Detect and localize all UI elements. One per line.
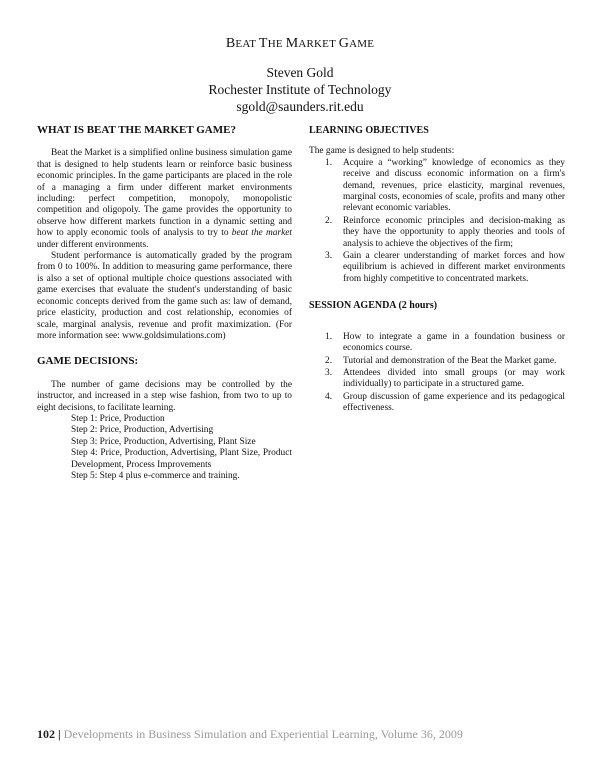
agenda-list bbox=[309, 332, 565, 415]
author-email: sgold@saunders.rit.edu bbox=[236, 99, 364, 114]
steps-list bbox=[71, 414, 292, 482]
section-heading-what-is: WHAT IS BEAT THE MARKET GAME? bbox=[37, 124, 236, 136]
agenda-item: 3. Attendees divided into small groups (or may work individually) to participate in a structured game. bbox=[325, 367, 565, 390]
page-number: 102 bbox=[37, 727, 55, 741]
objective-item: 3. Gain a clearer understanding of market forces and how equilibrium is achieved in different market environments from highly competitive to concentrated markets. bbox=[325, 251, 565, 284]
objective-item: 1. Acquire a “working” knowledge of economics as they receive and discuss economic information on a firm's demand, revenues, price elasticity, marginal revenues, marginal costs, economies of scale, profits and many other relevant economic variables. bbox=[325, 157, 565, 214]
agenda-item: 4. Group discussion of game experience and its pedagogical effectiveness. bbox=[325, 391, 565, 414]
step-item: Step 4: Price, Production, Advertising, Plant Size, Product Development, Process Improvements bbox=[71, 448, 292, 470]
paper-header bbox=[0, 36, 600, 115]
left-column bbox=[37, 125, 292, 482]
step-item: Step 2: Price, Production, Advertising bbox=[71, 425, 214, 436]
agenda-item: 1. How to integrate a game in a foundation business or economics course. bbox=[325, 331, 565, 354]
agenda-item: 2. Tutorial and demonstration of the Beat the Market game. bbox=[325, 355, 557, 366]
right-column bbox=[309, 125, 565, 416]
author-name: Steven Gold bbox=[266, 65, 334, 80]
objectives-intro: The game is designed to help students: bbox=[309, 146, 455, 157]
section-heading-session-agenda: SESSION AGENDA (2 hours) bbox=[309, 300, 438, 312]
step-item: Step 5: Step 4 plus e-commerce and training. bbox=[71, 470, 240, 481]
page-footer bbox=[37, 727, 463, 742]
paper-title: BEAT THE MARKET GAME bbox=[225, 36, 375, 51]
step-item: Step 3: Price, Production, Advertising, Plant Size bbox=[71, 436, 256, 447]
objective-item: 2. Reinforce economic principles and decision-making as they have the opportunity to apply theories and tools of analysis to achieve the objectives of the firm; bbox=[325, 215, 565, 249]
author-block bbox=[0, 64, 600, 115]
section-heading-learning-objectives: LEARNING OBJECTIVES bbox=[309, 125, 429, 136]
step-item: Step 1: Price, Production bbox=[71, 413, 165, 424]
journal-citation: Developments in Business Simulation and Experiential Learning, Volume 36, 2009 bbox=[63, 727, 463, 741]
what-is-paragraph-1: Beat the Market is a simplified online business simulation game that is designed to help students learn or reinforce basic business economic principles. In the game participants are placed in the role of a managing a firm under different market environments including: perfect competition, monopoly, monopolistic competition and oligopoly. The game provides the opportunity to observe how different markets function in a dynamic setting and how to apply economic tools of analysis to try to beat the market under different environments. bbox=[37, 148, 292, 250]
what-is-paragraph-2: Student performance is automatically graded by the program from 0 to 100%. In addition to measuring game performance, there is also a set of optional multiple choice questions associated with game exercises that evaluate the student's understanding of basic economic concepts derived from the game such as: law of demand, price elasticity, production and cost relationship, economies of scale, marginal analysis, revenue and profit maximization. (For more information see: www.goldsimulations.com) bbox=[37, 251, 292, 341]
game-decisions-paragraph: The number of game decisions may be controlled by the instructor, and increased in a step wise fashion, from two to up to eight decisions, to facilitate learning. bbox=[37, 379, 292, 413]
section-heading-game-decisions: GAME DECISIONS: bbox=[37, 355, 139, 368]
footer-separator: | bbox=[58, 727, 61, 741]
author-affiliation: Rochester Institute of Technology bbox=[208, 82, 392, 97]
objectives-list bbox=[309, 158, 565, 285]
